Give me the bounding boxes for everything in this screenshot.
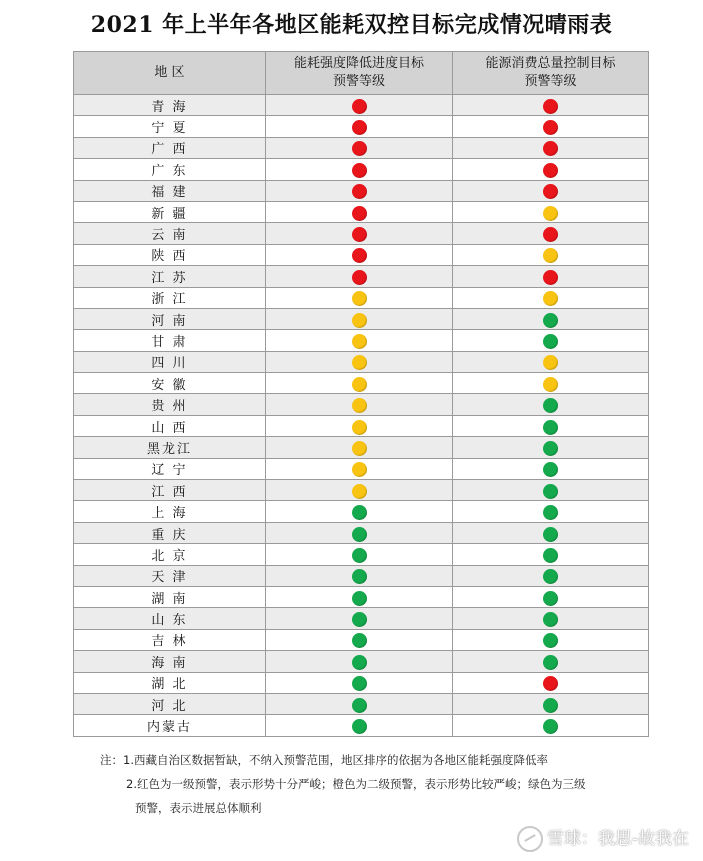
red-warning-dot-icon xyxy=(352,248,367,263)
red-warning-dot-icon xyxy=(352,120,367,135)
total-level-cell xyxy=(453,437,649,458)
yellow-warning-dot-icon xyxy=(352,313,367,328)
green-warning-dot-icon xyxy=(352,698,367,713)
intensity-level-cell xyxy=(266,266,453,287)
intensity-level-cell xyxy=(266,159,453,180)
total-level-cell xyxy=(453,159,649,180)
table-row xyxy=(74,95,649,116)
green-warning-dot-icon xyxy=(352,527,367,542)
header-intensity xyxy=(266,52,453,95)
region-name: 山 东 xyxy=(74,608,266,629)
total-level-cell xyxy=(453,308,649,329)
warning-table xyxy=(73,51,649,737)
total-level-cell xyxy=(453,415,649,436)
green-warning-dot-icon xyxy=(352,591,367,606)
green-warning-dot-icon xyxy=(543,548,558,563)
region-name: 海 南 xyxy=(74,651,266,672)
total-level-cell xyxy=(453,373,649,394)
region-name: 宁 夏 xyxy=(74,116,266,137)
intensity-level-cell xyxy=(266,137,453,158)
intensity-level-cell xyxy=(266,415,453,436)
region-name: 青 海 xyxy=(74,95,266,116)
table-row xyxy=(74,415,649,436)
table-row xyxy=(74,159,649,180)
total-level-cell xyxy=(453,180,649,201)
total-level-cell xyxy=(453,629,649,650)
red-warning-dot-icon xyxy=(352,184,367,199)
total-level-cell xyxy=(453,651,649,672)
table-row xyxy=(74,116,649,137)
total-level-cell xyxy=(453,137,649,158)
total-level-cell xyxy=(453,672,649,693)
table-row xyxy=(74,351,649,372)
green-warning-dot-icon xyxy=(543,334,558,349)
table-row xyxy=(74,715,649,736)
yellow-warning-dot-icon xyxy=(543,248,558,263)
table-row xyxy=(74,137,649,158)
total-level-cell xyxy=(453,458,649,479)
region-name: 内蒙古 xyxy=(74,715,266,736)
green-warning-dot-icon xyxy=(543,591,558,606)
page-title: 2021 年上半年各地区能耗双控目标完成情况晴雨表 xyxy=(90,12,613,38)
region-name: 湖 南 xyxy=(74,586,266,607)
green-warning-dot-icon xyxy=(543,527,558,542)
region-name: 甘 肃 xyxy=(74,330,266,351)
red-warning-dot-icon xyxy=(352,141,367,156)
intensity-level-cell xyxy=(266,437,453,458)
table-row xyxy=(74,565,649,586)
footnote-2: 2.红色为一级预警，表示形势十分严峻；橙色为二级预警，表示形势比较严峻；绿色为三级 xyxy=(126,777,586,791)
yellow-warning-dot-icon xyxy=(543,355,558,370)
region-name: 江 苏 xyxy=(74,266,266,287)
total-level-cell xyxy=(453,244,649,265)
intensity-level-cell xyxy=(266,586,453,607)
red-warning-dot-icon xyxy=(543,184,558,199)
intensity-level-cell xyxy=(266,522,453,543)
region-name: 新 疆 xyxy=(74,201,266,222)
red-warning-dot-icon xyxy=(352,163,367,178)
table-body xyxy=(74,95,649,737)
red-warning-dot-icon xyxy=(543,141,558,156)
green-warning-dot-icon xyxy=(352,505,367,520)
region-name: 天 津 xyxy=(74,565,266,586)
intensity-level-cell xyxy=(266,244,453,265)
header-total-line1: 能源消费总量控制目标 xyxy=(485,56,616,71)
red-warning-dot-icon xyxy=(352,99,367,114)
red-warning-dot-icon xyxy=(543,163,558,178)
intensity-level-cell xyxy=(266,672,453,693)
yellow-warning-dot-icon xyxy=(352,484,367,499)
yellow-warning-dot-icon xyxy=(352,420,367,435)
region-name: 陕 西 xyxy=(74,244,266,265)
region-name: 四 川 xyxy=(74,351,266,372)
intensity-level-cell xyxy=(266,394,453,415)
intensity-level-cell xyxy=(266,544,453,565)
total-level-cell xyxy=(453,116,649,137)
table-row xyxy=(74,672,649,693)
region-name: 福 建 xyxy=(74,180,266,201)
region-name: 黑龙江 xyxy=(74,437,266,458)
green-warning-dot-icon xyxy=(543,569,558,584)
region-name: 安 徽 xyxy=(74,373,266,394)
intensity-level-cell xyxy=(266,287,453,308)
intensity-level-cell xyxy=(266,330,453,351)
green-warning-dot-icon xyxy=(543,398,558,413)
green-warning-dot-icon xyxy=(543,462,558,477)
total-level-cell xyxy=(453,330,649,351)
region-name: 吉 林 xyxy=(74,629,266,650)
table-header-row xyxy=(74,52,649,95)
red-warning-dot-icon xyxy=(543,227,558,242)
table-row xyxy=(74,308,649,329)
table-row xyxy=(74,201,649,222)
region-name: 浙 江 xyxy=(74,287,266,308)
yellow-warning-dot-icon xyxy=(543,206,558,221)
total-level-cell xyxy=(453,693,649,714)
intensity-level-cell xyxy=(266,201,453,222)
yellow-warning-dot-icon xyxy=(352,334,367,349)
region-name: 贵 州 xyxy=(74,394,266,415)
footnotes xyxy=(100,748,690,820)
total-level-cell xyxy=(453,287,649,308)
yellow-warning-dot-icon xyxy=(543,377,558,392)
region-name: 湖 北 xyxy=(74,672,266,693)
green-warning-dot-icon xyxy=(543,655,558,670)
table-row xyxy=(74,629,649,650)
red-warning-dot-icon xyxy=(543,676,558,691)
table-row xyxy=(74,373,649,394)
green-warning-dot-icon xyxy=(352,633,367,648)
red-warning-dot-icon xyxy=(352,206,367,221)
green-warning-dot-icon xyxy=(352,655,367,670)
intensity-level-cell xyxy=(266,480,453,501)
yellow-warning-dot-icon xyxy=(352,398,367,413)
green-warning-dot-icon xyxy=(543,698,558,713)
region-name: 广 东 xyxy=(74,159,266,180)
region-name: 山 西 xyxy=(74,415,266,436)
intensity-level-cell xyxy=(266,565,453,586)
green-warning-dot-icon xyxy=(543,505,558,520)
intensity-level-cell xyxy=(266,223,453,244)
intensity-level-cell xyxy=(266,458,453,479)
intensity-level-cell xyxy=(266,501,453,522)
yellow-warning-dot-icon xyxy=(543,291,558,306)
table-row xyxy=(74,287,649,308)
region-name: 北 京 xyxy=(74,544,266,565)
yellow-warning-dot-icon xyxy=(352,291,367,306)
total-level-cell xyxy=(453,394,649,415)
yellow-warning-dot-icon xyxy=(352,355,367,370)
red-warning-dot-icon xyxy=(543,120,558,135)
green-warning-dot-icon xyxy=(543,313,558,328)
green-warning-dot-icon xyxy=(543,484,558,499)
watermark xyxy=(517,824,689,852)
green-warning-dot-icon xyxy=(352,569,367,584)
header-intensity-line1: 能耗强度降低进度目标 xyxy=(293,56,424,71)
total-level-cell xyxy=(453,351,649,372)
region-name: 河 南 xyxy=(74,308,266,329)
header-region-label: 地 区 xyxy=(154,65,185,80)
green-warning-dot-icon xyxy=(543,633,558,648)
table-row xyxy=(74,458,649,479)
table-row xyxy=(74,693,649,714)
header-total-line2: 预警等级 xyxy=(524,74,577,89)
table-row xyxy=(74,501,649,522)
total-level-cell xyxy=(453,715,649,736)
intensity-level-cell xyxy=(266,308,453,329)
intensity-level-cell xyxy=(266,629,453,650)
footnote-2-cont: 预警，表示进展总体顺利 xyxy=(135,801,262,815)
table-row xyxy=(74,586,649,607)
header-intensity-line2: 预警等级 xyxy=(332,74,385,89)
table-row xyxy=(74,330,649,351)
total-level-cell xyxy=(453,565,649,586)
intensity-level-cell xyxy=(266,608,453,629)
red-warning-dot-icon xyxy=(352,227,367,242)
snowball-logo-icon xyxy=(517,826,543,852)
region-name: 重 庆 xyxy=(74,522,266,543)
footnote-1: 注：1.西藏自治区数据暂缺，不纳入预警范围，地区排序的依据为各地区能耗强度降低率 xyxy=(100,753,548,767)
green-warning-dot-icon xyxy=(352,612,367,627)
yellow-warning-dot-icon xyxy=(352,462,367,477)
intensity-level-cell xyxy=(266,715,453,736)
region-name: 辽 宁 xyxy=(74,458,266,479)
intensity-level-cell xyxy=(266,351,453,372)
watermark-text: 雪球：我思-故我在 xyxy=(546,829,689,849)
red-warning-dot-icon xyxy=(543,99,558,114)
green-warning-dot-icon xyxy=(543,441,558,456)
total-level-cell xyxy=(453,266,649,287)
green-warning-dot-icon xyxy=(543,420,558,435)
total-level-cell xyxy=(453,201,649,222)
table-row xyxy=(74,522,649,543)
region-name: 上 海 xyxy=(74,501,266,522)
table-row xyxy=(74,480,649,501)
total-level-cell xyxy=(453,501,649,522)
table-row xyxy=(74,180,649,201)
total-level-cell xyxy=(453,480,649,501)
yellow-warning-dot-icon xyxy=(352,441,367,456)
intensity-level-cell xyxy=(266,651,453,672)
intensity-level-cell xyxy=(266,180,453,201)
table-row xyxy=(74,651,649,672)
total-level-cell xyxy=(453,586,649,607)
table-row xyxy=(74,244,649,265)
intensity-level-cell xyxy=(266,116,453,137)
red-warning-dot-icon xyxy=(543,270,558,285)
region-name: 河 北 xyxy=(74,693,266,714)
intensity-level-cell xyxy=(266,95,453,116)
total-level-cell xyxy=(453,223,649,244)
green-warning-dot-icon xyxy=(543,612,558,627)
table-row xyxy=(74,437,649,458)
total-level-cell xyxy=(453,544,649,565)
green-warning-dot-icon xyxy=(352,719,367,734)
table-row xyxy=(74,394,649,415)
total-level-cell xyxy=(453,522,649,543)
green-warning-dot-icon xyxy=(543,719,558,734)
intensity-level-cell xyxy=(266,693,453,714)
region-name: 云 南 xyxy=(74,223,266,244)
table-row xyxy=(74,544,649,565)
table-row xyxy=(74,266,649,287)
header-total xyxy=(453,52,649,95)
region-name: 江 西 xyxy=(74,480,266,501)
header-region xyxy=(74,52,266,95)
yellow-warning-dot-icon xyxy=(352,377,367,392)
green-warning-dot-icon xyxy=(352,548,367,563)
green-warning-dot-icon xyxy=(352,676,367,691)
total-level-cell xyxy=(453,95,649,116)
red-warning-dot-icon xyxy=(352,270,367,285)
table-row xyxy=(74,608,649,629)
total-level-cell xyxy=(453,608,649,629)
table-row xyxy=(74,223,649,244)
region-name: 广 西 xyxy=(74,137,266,158)
intensity-level-cell xyxy=(266,373,453,394)
